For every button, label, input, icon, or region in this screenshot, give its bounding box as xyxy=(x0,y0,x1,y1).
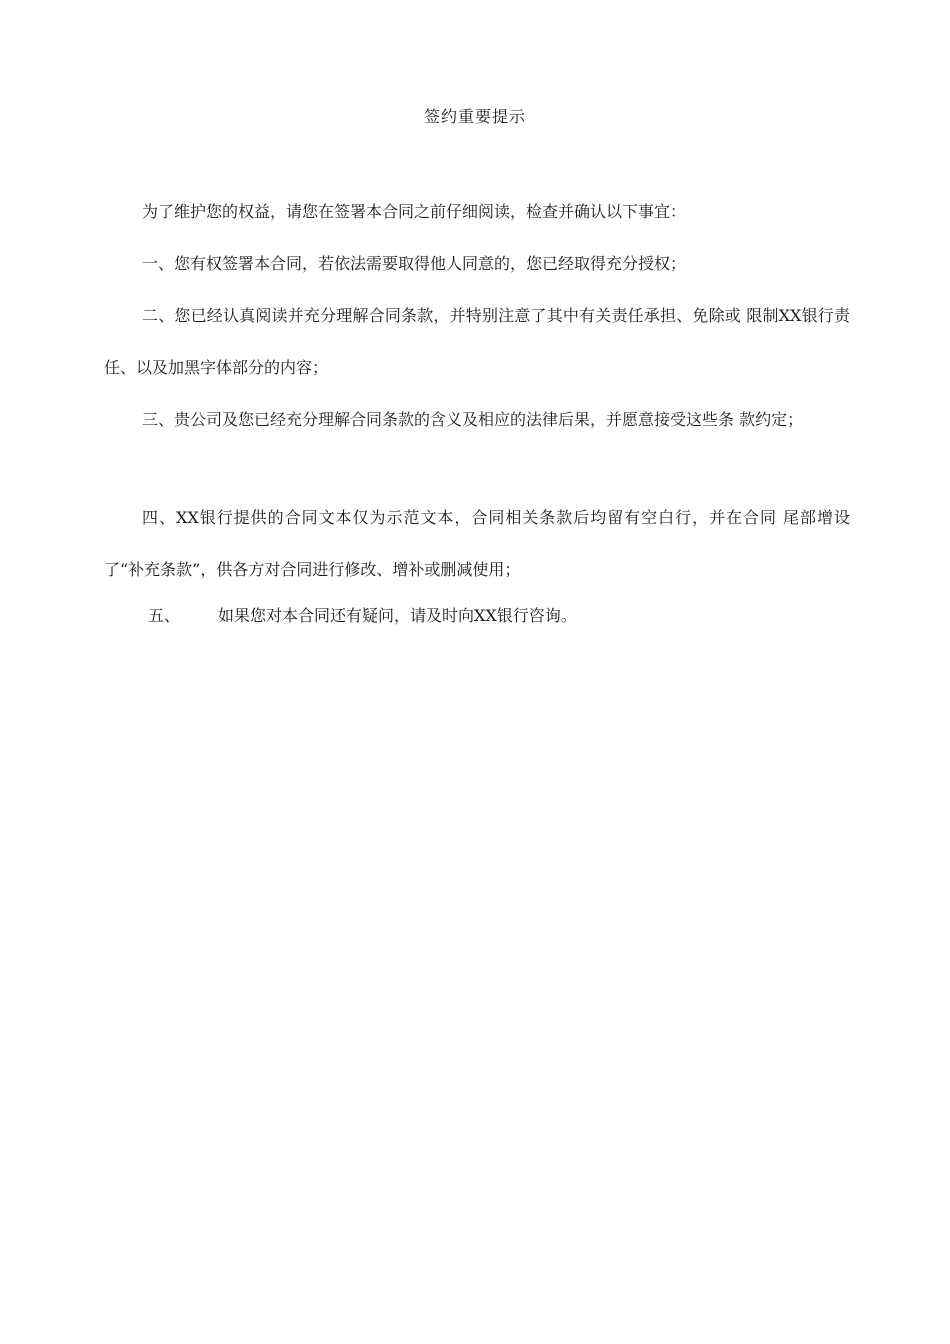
item-two-paragraph: 二、您已经认真阅读并充分理解合同条款，并特别注意了其中有关责任承担、免除或 限制XX银行责任、以及加黑字体部分的内容； xyxy=(104,306,850,377)
item-four-paragraph: 四、XX银行提供的合同文本仅为示范文本，合同相关条款后均留有空白行，并在合同 尾部增设了“补充条款”，供各方对合同进行修改、增补或删减使用； xyxy=(104,508,850,579)
item-three-paragraph: 三、贵公司及您已经充分理解合同条款的含义及相应的法律后果，并愿意接受这些条 款约定； xyxy=(142,410,804,429)
document-title: 签约重要提示 xyxy=(423,107,526,126)
item-one-paragraph: 一、您有权签署本合同，若依法需要取得他人同意的，您已经取得充分授权； xyxy=(142,254,687,273)
item-five-paragraph xyxy=(148,590,577,642)
item-five-text: 如果您对本合同还有疑问，请及时向XX银行咨询。 xyxy=(218,606,577,625)
item-five-number: 五、 xyxy=(148,606,181,625)
intro-paragraph: 为了维护您的权益，请您在签署本合同之前仔细阅读，检查并确认以下事宜： xyxy=(142,202,687,221)
